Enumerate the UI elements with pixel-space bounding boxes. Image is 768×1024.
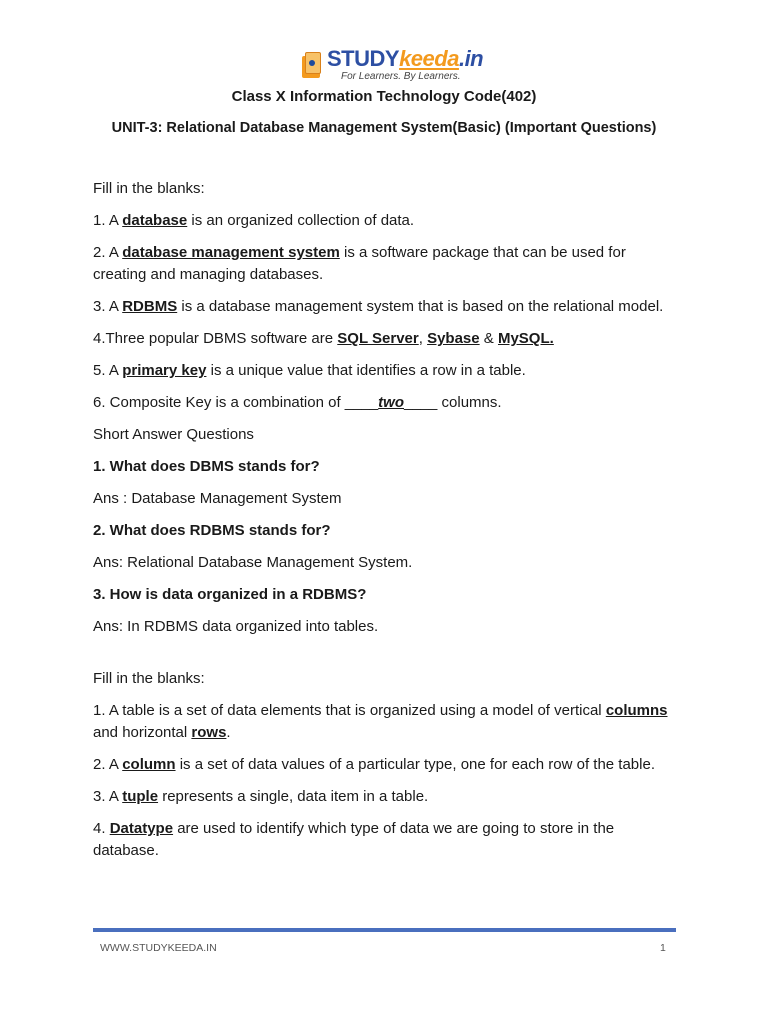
blank-question-6: 6. Composite Key is a combination of ____two____ columns. xyxy=(93,394,502,411)
blank-question-1: 1. A database is an organized collection of data. xyxy=(93,212,415,229)
blank-question-5: 5. A primary key is a unique value that identifies a row in a table. xyxy=(93,362,526,379)
footer-website: WWW.STUDYKEEDA.IN xyxy=(100,942,217,954)
blank2-question-2: 2. A column is a set of data values of a particular type, one for each row of the table. xyxy=(93,756,655,773)
blank-question-2: 2. A database management system is a software package that can be used for creating and managing databases. xyxy=(93,244,626,283)
section2-heading: Short Answer Questions xyxy=(93,426,254,443)
book-icon xyxy=(302,52,324,78)
short-question-2: 2. What does RDBMS stands for? xyxy=(93,522,331,539)
footer-page-number: 1 xyxy=(660,942,666,954)
footer-divider xyxy=(93,928,676,932)
short-answer-3: Ans: In RDBMS data organized into tables. xyxy=(93,618,379,635)
blank2-question-1: 1. A table is a set of data elements that is organized using a model of vertical columns and horizontal rows. xyxy=(93,702,668,741)
short-question-3: 3. How is data organized in a RDBMS? xyxy=(93,586,367,603)
section3-heading: Fill in the blanks: xyxy=(93,670,205,687)
document-subtitle: UNIT-3: Relational Database Management System(Basic) (Important Questions) xyxy=(111,120,657,136)
blank-question-3: 3. A RDBMS is a database management system that is based on the relational model. xyxy=(93,298,664,315)
document-body xyxy=(93,178,683,872)
studykeeda-logo xyxy=(302,48,483,82)
short-answer-2: Ans: Relational Database Management System. xyxy=(93,554,413,571)
short-question-1: 1. What does DBMS stands for? xyxy=(93,458,320,475)
short-answer-1: Ans : Database Management System xyxy=(93,490,342,507)
logo-name: STUDYkeeda.in xyxy=(327,46,484,71)
section1-heading: Fill in the blanks: xyxy=(93,180,205,197)
document-title: Class X Information Technology Code(402) xyxy=(231,88,537,105)
logo-tagline: For Learners. By Learners. xyxy=(341,71,461,82)
blank2-question-4: 4. Datatype are used to identify which type of data we are going to store in the database. xyxy=(93,820,615,859)
blank-question-4: 4.Three popular DBMS software are SQL Server, Sybase & MySQL. xyxy=(93,330,554,347)
blank2-question-3: 3. A tuple represents a single, data item in a table. xyxy=(93,788,429,805)
